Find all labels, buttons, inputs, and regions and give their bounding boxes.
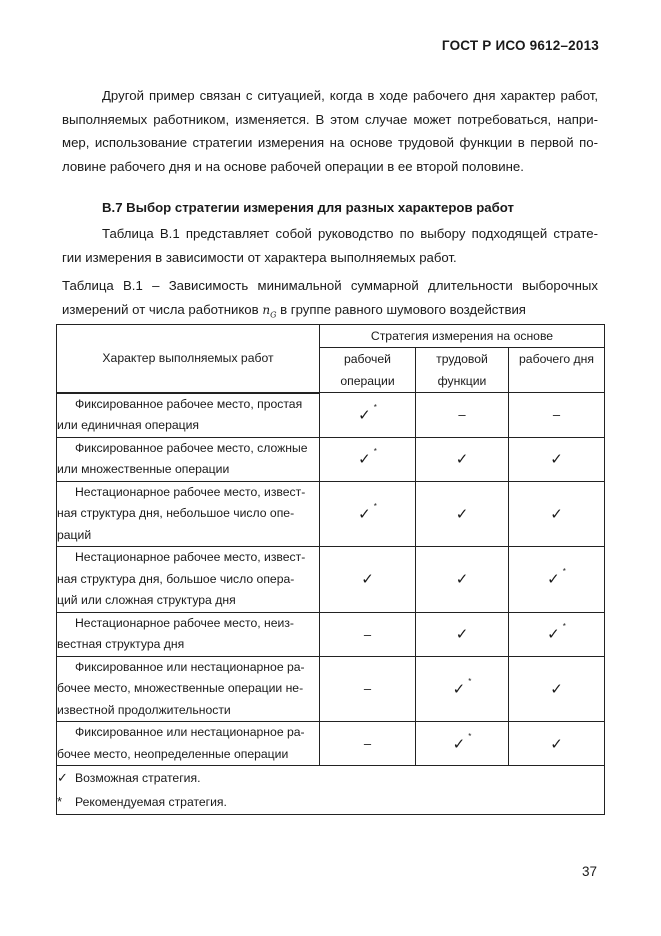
strategy-table [56, 324, 605, 815]
check-icon: ✓ [550, 505, 563, 523]
check-icon: ✓ [358, 505, 371, 523]
work-type-cell [57, 481, 320, 547]
table-row [57, 393, 605, 438]
work-type-cell [57, 722, 320, 766]
strategy-cell [416, 437, 509, 481]
work-type-cell [57, 612, 320, 656]
check-icon: ✓ [547, 626, 560, 643]
check-icon: ✓ [358, 406, 371, 424]
strategy-cell [416, 547, 509, 613]
strategy-cell [509, 722, 605, 766]
strategy-cell [320, 393, 416, 438]
symbol-n-g [262, 303, 276, 317]
page-number: 37 [581, 864, 597, 879]
dash-icon: – [552, 407, 561, 423]
strategy-cell [416, 481, 509, 547]
header-job-function: трудовой функции [416, 348, 509, 393]
strategy-cell [509, 481, 605, 547]
strategy-cell [509, 393, 605, 438]
dash-icon: – [458, 407, 466, 423]
table-caption [62, 274, 598, 326]
asterisk-icon: * [562, 567, 566, 577]
work-type-cell [57, 437, 320, 481]
check-icon: ✓ [452, 680, 466, 698]
work-type-line: раций [57, 527, 92, 542]
work-type-line: Фиксированное рабочее место, простая [75, 396, 303, 411]
check-icon: ✓ [455, 505, 469, 523]
dash-icon: – [363, 736, 372, 751]
paragraph-line: мер, использование стратегии измерения на основе трудовой функции в первой по- [62, 135, 598, 150]
work-type-line: бочее место, множественные операции не- [57, 681, 304, 695]
caption-text: измерений от числа работников [62, 301, 259, 317]
check-icon: ✓ [452, 735, 466, 753]
work-type-line: Нестационарное рабочее место, неиз- [75, 615, 294, 630]
strategy-cell [416, 612, 509, 656]
caption-line [62, 298, 598, 327]
header-operation: рабочей операции [320, 348, 416, 393]
paragraph-line: Таблица В.1 представляет собой руководство по выбору подходящей страте- [102, 226, 598, 241]
strategy-cell [320, 481, 416, 547]
table-row [57, 547, 605, 613]
strategy-cell [416, 656, 509, 722]
caption-text: в группе равного шумового воздействия [280, 301, 526, 317]
work-type-line: ций или сложная структура дня [57, 593, 236, 607]
check-icon: ✓ [57, 770, 68, 785]
paragraph-line: выполняемых работником, изменяется. В этом случае может потребоваться, напри- [62, 111, 598, 127]
check-icon: ✓ [550, 735, 563, 753]
paragraph-line: ловине рабочего дня и на основе рабочей операции в ее второй половине. [62, 158, 524, 174]
work-type-line: известной продолжительности [57, 702, 231, 717]
check-icon: ✓ [455, 571, 469, 589]
work-type-line: Нестационарное рабочее место, извест- [75, 484, 306, 499]
dash-icon: – [363, 626, 372, 642]
work-type-cell [57, 547, 320, 613]
check-icon: ✓ [550, 451, 563, 468]
legend-item-recommended: * Рекомендуемая стратегия. [57, 790, 604, 814]
work-type-line: ная структура дня, небольшое число опе- [57, 506, 295, 520]
strategy-cell [509, 612, 605, 656]
strategy-cell [416, 393, 509, 438]
paragraph-example [62, 84, 598, 178]
table-row [57, 612, 605, 656]
table-row [57, 481, 605, 547]
asterisk-icon: * [373, 447, 377, 456]
asterisk-icon: * [373, 402, 377, 412]
legend-item-possible: ✓ Возможная стратегия. [57, 766, 604, 790]
work-type-line: Фиксированное или нестационарное ра- [75, 725, 305, 739]
strategy-cell [320, 612, 416, 656]
work-type-cell [57, 393, 320, 438]
asterisk-icon: * [373, 501, 377, 511]
work-type-line: бочее место, неопределенные операции [57, 746, 289, 761]
work-type-line: или множественные операции [57, 462, 230, 476]
paragraph-line: Другой пример связан с ситуацией, когда в ходе рабочего дня характер работ, [102, 88, 598, 103]
work-type-line: ная структура дня, большое число опера- [57, 571, 295, 586]
work-type-line: Нестационарное рабочее место, извест- [75, 550, 306, 564]
header-work-type: Характер выполняемых работ [57, 325, 320, 393]
asterisk-icon: * [562, 622, 566, 631]
table-row [57, 437, 605, 481]
strategy-cell [509, 656, 605, 722]
strategy-cell [320, 656, 416, 722]
asterisk-icon: * [468, 676, 472, 686]
asterisk-icon: * [57, 794, 63, 809]
check-icon: ✓ [361, 571, 374, 589]
strategy-cell [416, 722, 509, 766]
section-title: В.7 Выбор стратегии измерения для разных характеров работ [102, 200, 514, 215]
caption-line: Таблица В.1 – Зависимость минимальной суммарной длительности выборочных [62, 278, 598, 293]
work-type-cell [57, 656, 320, 722]
dash-icon: – [363, 681, 372, 697]
paragraph-table-intro [62, 222, 598, 269]
strategy-cell [509, 437, 605, 481]
strategy-cell [320, 722, 416, 766]
check-icon: ✓ [455, 626, 469, 643]
table-row [57, 722, 605, 766]
header-strategy: Стратегия измерения на основе [320, 325, 605, 348]
strategy-cell [320, 547, 416, 613]
check-icon: ✓ [358, 451, 371, 468]
check-icon: ✓ [547, 571, 560, 589]
table-legend [57, 766, 605, 815]
asterisk-icon: * [468, 731, 472, 741]
strategy-cell [320, 437, 416, 481]
check-icon: ✓ [455, 451, 469, 468]
check-icon: ✓ [550, 680, 563, 698]
work-type-line: Фиксированное или нестационарное ра- [75, 659, 305, 674]
symbol-n: n [262, 302, 271, 317]
header-full-day: рабочего дня [509, 348, 605, 393]
symbol-subscript: G [270, 309, 277, 319]
paragraph-line: гии измерения в зависимости от характера выполняемых работ. [62, 249, 457, 265]
table-row [57, 656, 605, 722]
work-type-line: Фиксированное рабочее место, сложные [75, 440, 308, 455]
strategy-cell [509, 547, 605, 613]
work-type-line: или единичная операция [57, 418, 200, 432]
document-code-header: ГОСТ Р ИСО 9612–2013 [441, 38, 599, 53]
work-type-line: вестная структура дня [57, 637, 185, 651]
